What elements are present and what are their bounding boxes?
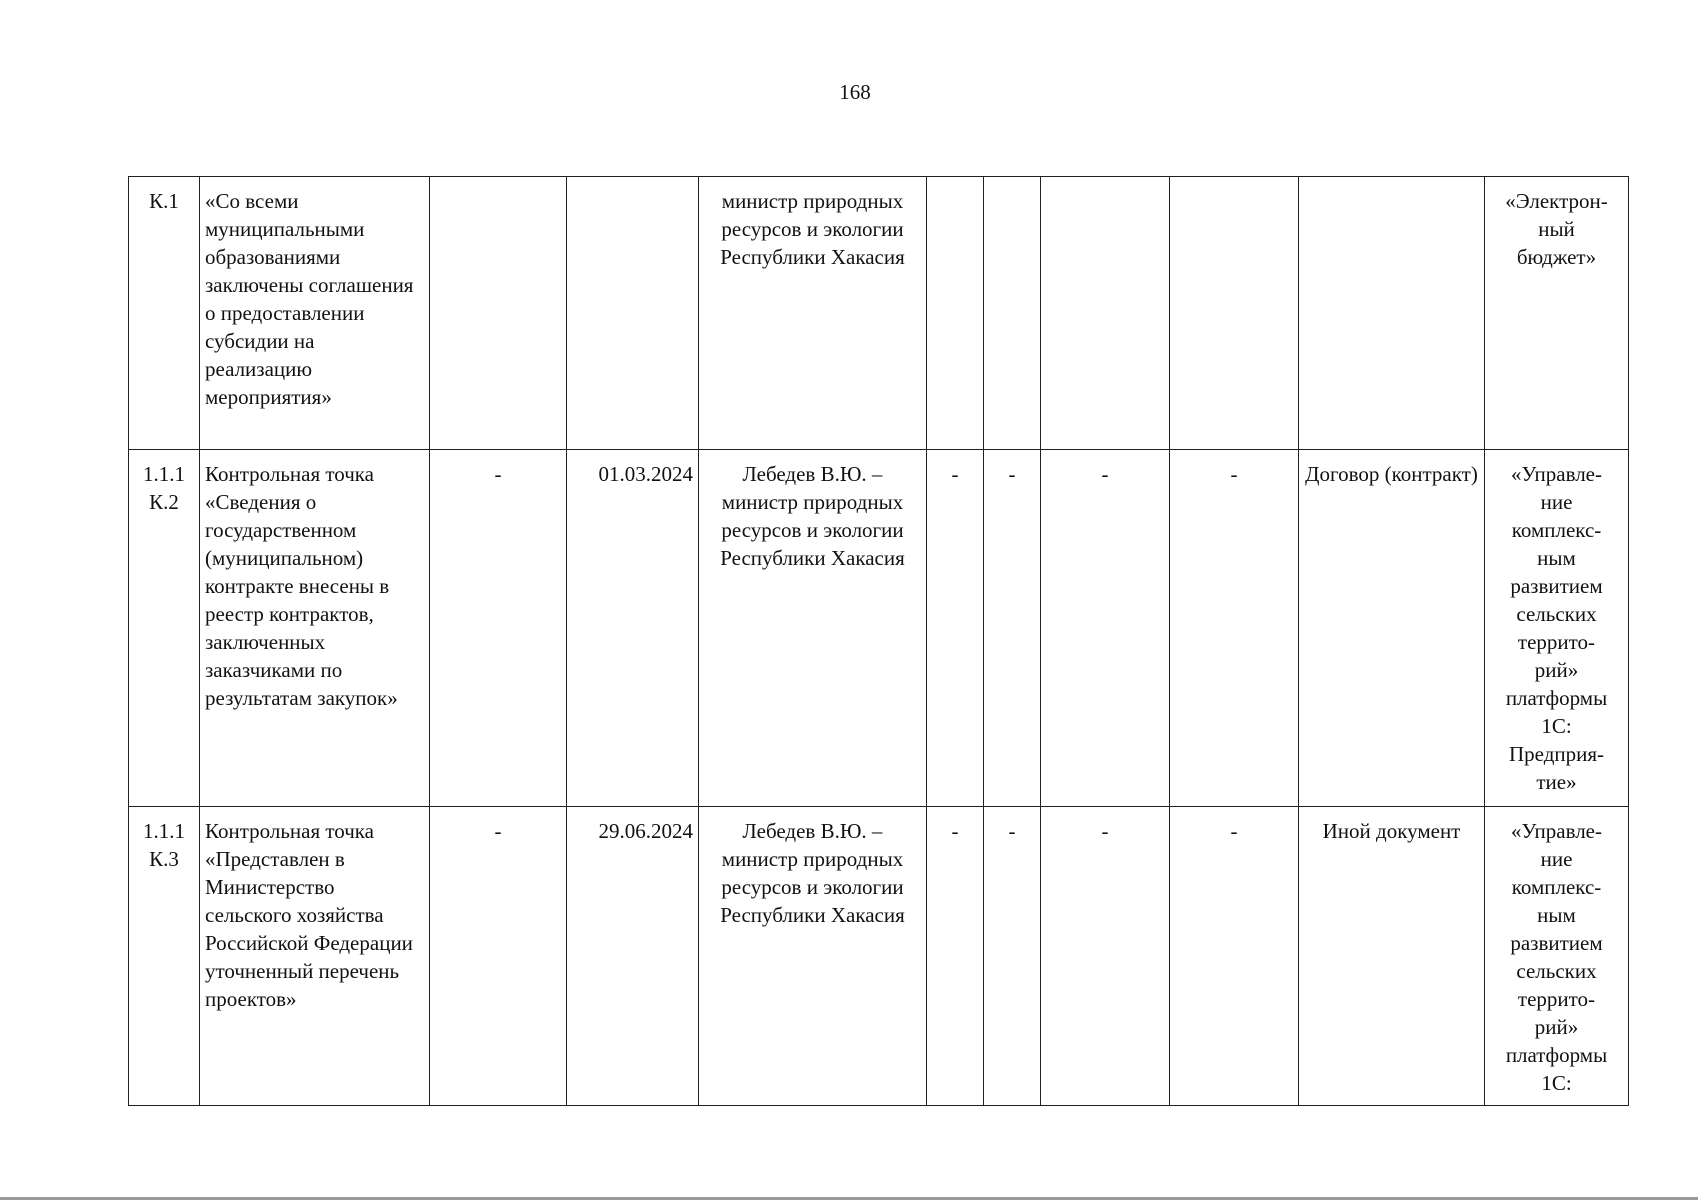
end-date (567, 177, 699, 450)
start-date (430, 177, 567, 450)
responsible-person: Лебедев В.Ю. – министр природных ресурсов и экологии Республики Хакасия (699, 450, 927, 807)
cell-col7: - (984, 450, 1041, 807)
row-number: 1.1.1 К.2 (129, 450, 200, 807)
information-system: «Электрон- ный бюджет» (1485, 177, 1629, 450)
table-row (129, 177, 1629, 450)
document-type: Иной документ (1299, 807, 1485, 1106)
cell-col9: - (1170, 807, 1299, 1106)
row-number: К.1 (129, 177, 200, 450)
cell-col7 (984, 177, 1041, 450)
cell-col8: - (1041, 450, 1170, 807)
event-description: Контрольная точка «Сведения о государственном (муниципальном) контракте внесены в реестр контрактов, заключенных заказчиками по результатам закупок» (200, 450, 430, 807)
information-system: «Управле- ние комплекс- ным развитием сельских террито- рий» платформы 1С: (1485, 807, 1629, 1106)
cell-col7: - (984, 807, 1041, 1106)
cell-col6: - (927, 450, 984, 807)
document-type (1299, 177, 1485, 450)
cell-col9: - (1170, 450, 1299, 807)
start-date: - (430, 807, 567, 1106)
cell-col9 (1170, 177, 1299, 450)
responsible-person: Лебедев В.Ю. – министр природных ресурсов и экологии Республики Хакасия (699, 807, 927, 1106)
information-system: «Управле- ние комплекс- ным развитием сельских террито- рий» платформы 1С: Предприя- тие» (1485, 450, 1629, 807)
document-type: Договор (контракт) (1299, 450, 1485, 807)
row-number: 1.1.1 К.3 (129, 807, 200, 1106)
cell-col6 (927, 177, 984, 450)
cell-col8 (1041, 177, 1170, 450)
cell-col8: - (1041, 807, 1170, 1106)
page-number: 168 (839, 80, 871, 104)
responsible-person: министр природных ресурсов и экологии Республики Хакасия (699, 177, 927, 450)
start-date: - (430, 450, 567, 807)
cell-col6: - (927, 807, 984, 1106)
event-description: «Со всеми муниципальными образованиями заключены соглашения о предоставлении субсидии на реализацию мероприятия» (200, 177, 430, 450)
event-description: Контрольная точка «Представлен в Министерство сельского хозяйства Российской Федерации уточненный перечень проектов» (200, 807, 430, 1106)
table-row (129, 807, 1629, 1106)
end-date: 01.03.2024 (567, 450, 699, 807)
control-points-table (128, 176, 1629, 1106)
table-row (129, 450, 1629, 807)
end-date: 29.06.2024 (567, 807, 699, 1106)
